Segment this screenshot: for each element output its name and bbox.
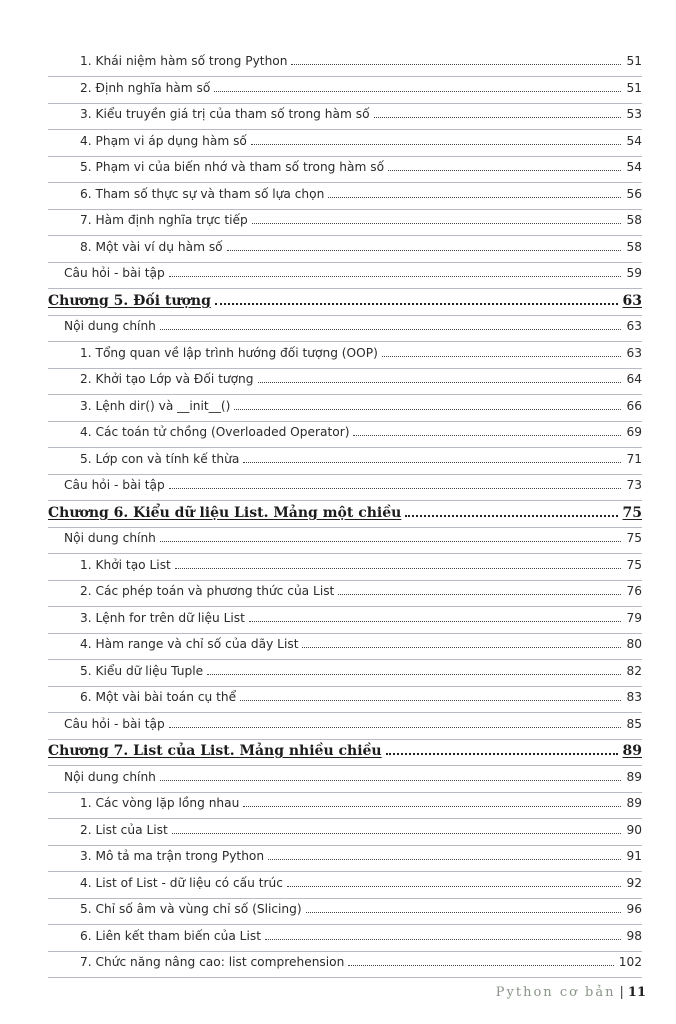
toc-entry-title: 5. Lớp con và tính kế thừa: [80, 452, 240, 466]
toc-section-row: [64, 531, 642, 553]
toc-item-row: [80, 876, 642, 898]
dot-leader: [405, 514, 617, 517]
row-divider: [48, 659, 642, 660]
toc-entry-title: 4. List of List - dữ liệu có cấu trúc: [80, 876, 283, 890]
toc-entry-page: 102: [618, 955, 642, 969]
toc-entry-title: 1. Tổng quan về lập trình hướng đối tượng (OOP): [80, 346, 378, 360]
row-divider: [48, 977, 642, 978]
dot-leader: [175, 567, 622, 569]
dot-leader: [328, 196, 621, 198]
toc-entry-title: 4. Phạm vi áp dụng hàm số: [80, 134, 247, 148]
dot-leader: [268, 858, 621, 860]
toc-entry-page: 89: [622, 743, 642, 759]
toc-entry-title: 2. Định nghĩa hàm số: [80, 81, 211, 95]
toc-item-row: [80, 558, 642, 580]
dot-leader: [348, 964, 613, 966]
toc-entry-page: 92: [626, 876, 642, 890]
dot-leader: [338, 593, 621, 595]
toc-entry-page: 89: [626, 770, 642, 784]
toc-entry-page: 75: [626, 531, 642, 545]
dot-leader: [353, 434, 621, 436]
row-divider: [48, 500, 642, 501]
dot-leader: [252, 222, 622, 224]
toc-entry-title: 3. Mô tả ma trận trong Python: [80, 849, 265, 863]
row-divider: [48, 712, 642, 713]
row-divider: [48, 76, 642, 77]
toc-entry-page: 90: [626, 823, 642, 837]
toc-entry-page: 53: [626, 107, 642, 121]
toc-item-row: [80, 399, 642, 421]
dot-leader: [374, 116, 622, 118]
row-divider: [48, 209, 642, 210]
book-title: Python cơ bản: [495, 985, 616, 1000]
row-divider: [48, 474, 642, 475]
toc-entry-title: Nội dung chính: [64, 319, 156, 333]
toc-entry-page: 91: [626, 849, 642, 863]
row-divider: [48, 156, 642, 157]
toc-entry-page: 73: [626, 478, 642, 492]
row-divider: [48, 315, 642, 316]
row-divider: [48, 182, 642, 183]
toc-entry-title: 4. Hàm range và chỉ số của dãy List: [80, 637, 299, 651]
row-divider: [48, 739, 642, 740]
row-divider: [48, 527, 642, 528]
toc-entry-page: 69: [626, 425, 642, 439]
toc-chapter-row: [48, 293, 642, 315]
row-divider: [48, 818, 642, 819]
row-divider: [48, 103, 642, 104]
toc-entry-title: 2. List của List: [80, 823, 168, 837]
toc-entry-title: 7. Chức năng nâng cao: list comprehension: [80, 955, 345, 969]
dot-leader: [249, 620, 622, 622]
dot-leader: [382, 355, 622, 357]
dot-leader: [243, 805, 621, 807]
toc-entry-title: 2. Khởi tạo Lớp và Đối tượng: [80, 372, 254, 386]
dot-leader: [265, 938, 621, 940]
toc-entry-title: 1. Khái niệm hàm số trong Python: [80, 54, 288, 68]
toc-entry-page: 66: [626, 399, 642, 413]
toc-entry-title: 7. Hàm định nghĩa trực tiếp: [80, 213, 248, 227]
toc-entry-page: 82: [626, 664, 642, 678]
toc-item-row: [80, 664, 642, 686]
toc-entry-title: Chương 7. List của List. Mảng nhiều chiều: [48, 743, 382, 759]
dot-leader: [291, 63, 621, 65]
toc-item-row: [80, 902, 642, 924]
toc-entry-title: 8. Một vài ví dụ hàm số: [80, 240, 223, 254]
page-footer: [496, 985, 646, 1000]
dot-leader: [388, 169, 621, 171]
row-divider: [48, 553, 642, 554]
toc-entry-page: 96: [626, 902, 642, 916]
dot-leader: [215, 302, 618, 305]
toc-entry-title: 3. Lệnh dir() và __init__(): [80, 399, 231, 413]
toc-item-row: [80, 637, 642, 659]
dot-leader: [169, 487, 622, 489]
toc-item-row: [80, 187, 642, 209]
row-divider: [48, 765, 642, 766]
row-divider: [48, 288, 642, 289]
toc-entry-page: 59: [626, 266, 642, 280]
toc-entry-title: 6. Liên kết tham biến của List: [80, 929, 261, 943]
toc-entry-page: 63: [622, 293, 642, 309]
toc-entry-page: 98: [626, 929, 642, 943]
dot-leader: [172, 832, 622, 834]
toc-section-row: [64, 478, 642, 500]
row-divider: [48, 924, 642, 925]
toc-entry-title: 5. Kiểu dữ liệu Tuple: [80, 664, 204, 678]
toc-entry-title: Câu hỏi - bài tập: [64, 478, 165, 492]
toc-item-row: [80, 929, 642, 951]
toc-entry-title: Câu hỏi - bài tập: [64, 266, 165, 280]
row-divider: [48, 792, 642, 793]
toc-entry-page: 56: [626, 187, 642, 201]
row-divider: [48, 447, 642, 448]
toc-item-row: [80, 955, 642, 977]
toc-entry-title: Chương 5. Đối tượng: [48, 293, 211, 309]
row-divider: [48, 898, 642, 899]
toc-section-row: [64, 319, 642, 341]
toc-item-row: [80, 823, 642, 845]
row-divider: [48, 845, 642, 846]
row-divider: [48, 580, 642, 581]
row-divider: [48, 394, 642, 395]
toc-entry-page: 51: [626, 54, 642, 68]
toc-entry-title: 3. Kiểu truyền giá trị của tham số trong hàm số: [80, 107, 370, 121]
row-divider: [48, 341, 642, 342]
dot-leader: [169, 275, 622, 277]
toc-entry-title: 3. Lệnh for trên dữ liệu List: [80, 611, 245, 625]
toc-item-row: [80, 372, 642, 394]
toc-entry-page: 80: [626, 637, 642, 651]
toc-entry-page: 64: [626, 372, 642, 386]
toc-entry-page: 75: [626, 558, 642, 572]
toc-item-row: [80, 213, 642, 235]
dot-leader: [240, 699, 621, 701]
toc-entry-title: 5. Phạm vi của biến nhớ và tham số trong hàm số: [80, 160, 385, 174]
toc-item-row: [80, 134, 642, 156]
dot-leader: [287, 885, 622, 887]
row-divider: [48, 262, 642, 263]
toc-entry-page: 54: [626, 134, 642, 148]
toc-entry-title: 1. Các vòng lặp lồng nhau: [80, 796, 240, 810]
toc-entry-title: 6. Tham số thực sự và tham số lựa chọn: [80, 187, 325, 201]
dot-leader: [214, 90, 621, 92]
toc-entry-page: 58: [626, 240, 642, 254]
toc-entry-title: Câu hỏi - bài tập: [64, 717, 165, 731]
dot-leader: [302, 646, 621, 648]
toc-item-row: [80, 849, 642, 871]
dot-leader: [306, 911, 622, 913]
toc-entry-title: 2. Các phép toán và phương thức của List: [80, 584, 335, 598]
row-divider: [48, 606, 642, 607]
dot-leader: [169, 726, 622, 728]
toc-item-row: [80, 425, 642, 447]
toc-section-row: [64, 717, 642, 739]
toc-entry-page: 58: [626, 213, 642, 227]
row-divider: [48, 633, 642, 634]
toc-entry-page: 71: [626, 452, 642, 466]
toc-entry-page: 79: [626, 611, 642, 625]
row-divider: [48, 129, 642, 130]
toc-item-row: [80, 54, 642, 76]
row-divider: [48, 368, 642, 369]
dot-leader: [251, 143, 622, 145]
dot-leader: [160, 540, 622, 542]
toc-entry-page: 63: [626, 319, 642, 333]
toc-item-row: [80, 796, 642, 818]
toc-item-row: [80, 611, 642, 633]
toc-item-row: [80, 107, 642, 129]
row-divider: [48, 421, 642, 422]
toc-entry-page: 76: [626, 584, 642, 598]
dot-leader: [234, 408, 621, 410]
toc-item-row: [80, 240, 642, 262]
page-number: 11: [627, 985, 646, 1000]
toc-entry-page: 83: [626, 690, 642, 704]
toc-entry-page: 85: [626, 717, 642, 731]
dot-leader: [243, 461, 621, 463]
footer-separator: |: [619, 985, 624, 1000]
toc-item-row: [80, 690, 642, 712]
toc-item-row: [80, 584, 642, 606]
toc-item-row: [80, 452, 642, 474]
toc-chapter-row: [48, 743, 642, 765]
toc-entry-page: 89: [626, 796, 642, 810]
dot-leader: [160, 328, 622, 330]
toc-entry-page: 51: [626, 81, 642, 95]
toc-entry-title: 5. Chỉ số âm và vùng chỉ số (Slicing): [80, 902, 302, 916]
toc-chapter-row: [48, 505, 642, 527]
toc-entry-title: Nội dung chính: [64, 531, 156, 545]
toc-entry-title: Nội dung chính: [64, 770, 156, 784]
row-divider: [48, 951, 642, 952]
dot-leader: [160, 779, 622, 781]
dot-leader: [258, 381, 622, 383]
toc-entry-title: 1. Khởi tạo List: [80, 558, 171, 572]
row-divider: [48, 686, 642, 687]
toc-item-row: [80, 346, 642, 368]
toc-section-row: [64, 266, 642, 288]
toc-entry-title: 4. Các toán tử chồng (Overloaded Operator): [80, 425, 350, 439]
toc-entry-page: 54: [626, 160, 642, 174]
toc-entry-title: Chương 6. Kiểu dữ liệu List. Mảng một chiều: [48, 505, 402, 521]
row-divider: [48, 871, 642, 872]
toc-entry-page: 63: [626, 346, 642, 360]
dot-leader: [207, 673, 621, 675]
toc-entry-title: 6. Một vài bài toán cụ thể: [80, 690, 237, 704]
toc-entry-page: 75: [622, 505, 642, 521]
dot-leader: [227, 249, 622, 251]
toc-section-row: [64, 770, 642, 792]
toc-item-row: [80, 81, 642, 103]
toc-item-row: [80, 160, 642, 182]
dot-leader: [386, 752, 618, 755]
row-divider: [48, 235, 642, 236]
